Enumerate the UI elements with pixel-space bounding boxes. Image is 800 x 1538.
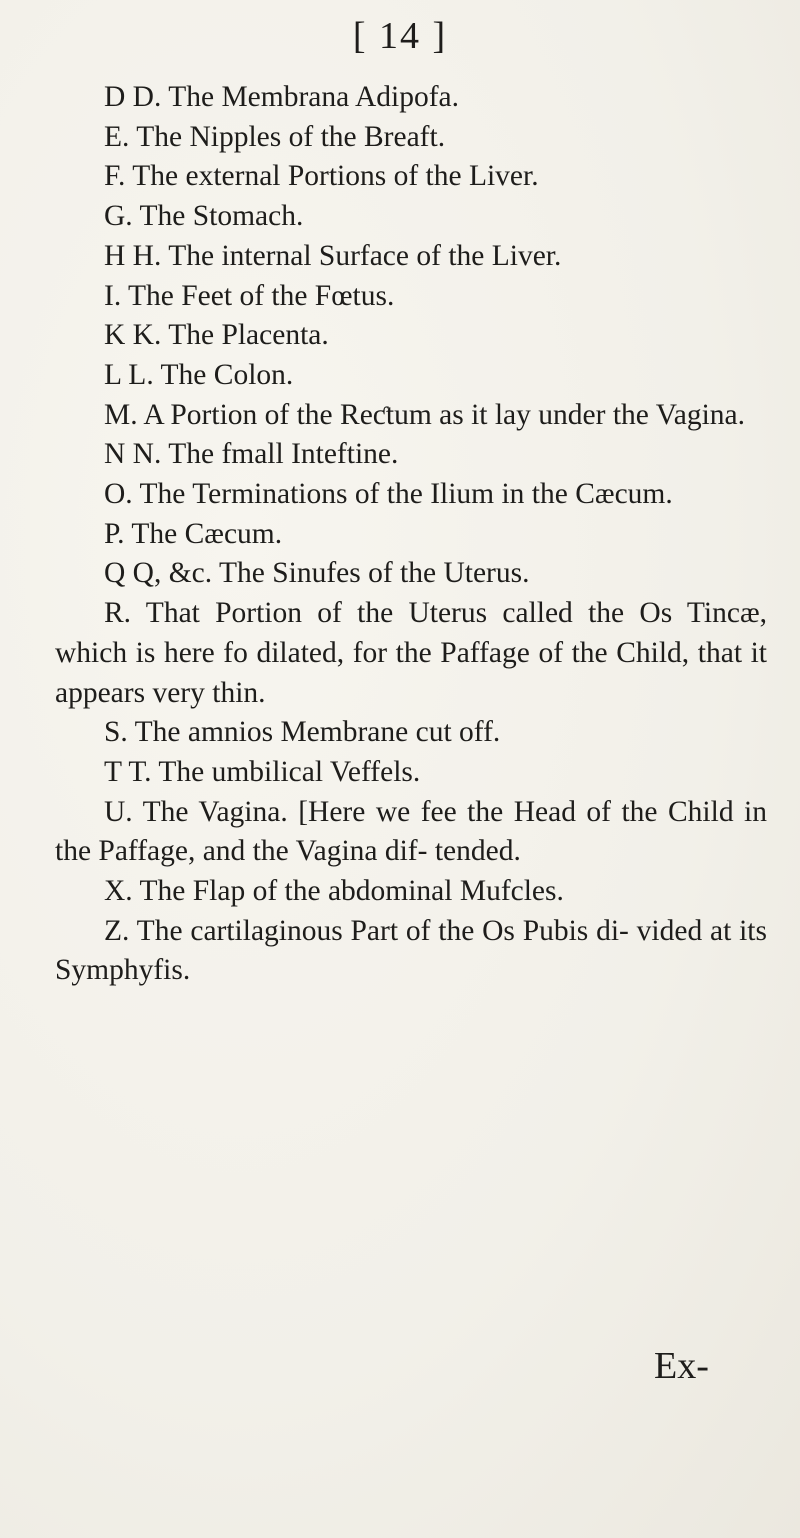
legend-entry: Q Q, &c. The Sinufes of the Uterus. [104,557,530,590]
legend-entry: S. The amnios Membrane cut off. [104,716,501,749]
legend-entry: T T. The umbilical Veffels. [104,755,421,788]
legend-entry: L L. The Colon. [104,358,294,391]
legend-entry: G. The Stomach. [104,200,304,233]
page-number: [ 14 ] [352,15,448,57]
legend-entry: N N. The fmall Inteftine. [104,438,399,471]
figure-legend [55,78,767,991]
legend-entry: R. That Portion of the Uterus called the Os Tincæ, which is here fo dilated, for the Paffage of the Child, that it appears very thin. [55,597,767,709]
legend-entry: X. The Flap of the abdominal Mufcles. [104,875,564,908]
legend-entry: K K. The Placenta. [104,319,329,352]
legend-entry: I. The Feet of the Fœtus. [104,279,395,312]
legend-entry: U. The Vagina. [Here we fee the Head of the Child in the Paffage, and the Vagina dif- tended. [55,795,767,868]
legend-entry: E. The Nipples of the Breaft. [104,120,446,153]
legend-entry: F. The external Portions of the Liver. [104,160,539,193]
catchword: Ex- [654,1345,709,1387]
legend-entry: P. The Cæcum. [104,517,283,550]
legend-entry: H H. The internal Surface of the Liver. [104,239,562,272]
legend-entry: O. The Terminations of the Ilium in the Cæcum. [104,478,673,511]
legend-entry: Z. The cartilaginous Part of the Os Pubis di- vided at its Symphyfis. [55,914,767,987]
legend-entry: M. A Portion of the Reƈtum as it lay under the Vagina. [104,398,745,431]
legend-entry: D D. The Membrana Adipofa. [104,81,460,113]
